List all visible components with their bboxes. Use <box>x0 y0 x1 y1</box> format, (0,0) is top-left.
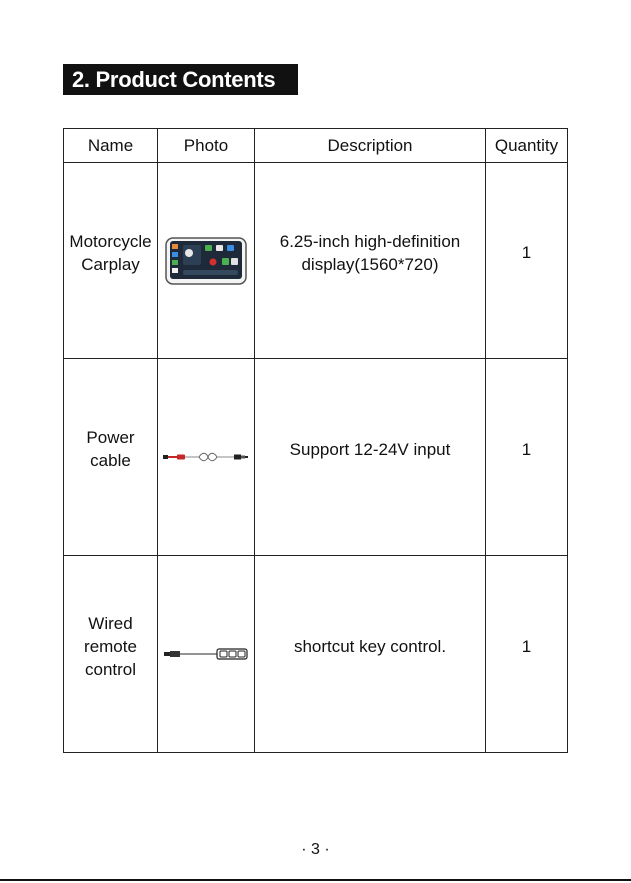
header-description: Description <box>255 129 486 163</box>
description-line: 6.25-inch high-definition <box>279 231 461 251</box>
quantity-cell <box>486 359 568 556</box>
table-row <box>64 556 568 753</box>
name-cell <box>64 556 158 753</box>
name-line: cable <box>90 451 131 470</box>
quantity-value: 1 <box>521 243 532 262</box>
name-cell <box>64 163 158 359</box>
page-number: · 3 · <box>301 841 330 858</box>
wired-remote-icon <box>163 646 249 662</box>
name-line: control <box>84 659 137 679</box>
header-name: Name <box>64 129 158 163</box>
product-contents-table <box>63 128 568 753</box>
quantity-cell <box>486 556 568 753</box>
photo-cell <box>158 359 255 556</box>
description-line: display(1560*720) <box>301 254 439 274</box>
header-photo: Photo <box>158 129 255 163</box>
table-row <box>64 163 568 359</box>
power-cable-icon <box>162 449 250 465</box>
bottom-rule <box>0 879 631 881</box>
quantity-cell <box>486 163 568 359</box>
name-line: Wired <box>88 613 133 633</box>
table-header-row <box>64 129 568 163</box>
quantity-value: 1 <box>521 636 532 656</box>
section-title: 2. Product Contents <box>63 64 298 95</box>
name-cell <box>64 359 158 556</box>
header-quantity: Quantity <box>486 129 568 163</box>
name-line: Power <box>86 428 135 447</box>
description-line: shortcut key control. <box>293 636 447 656</box>
photo-cell <box>158 163 255 359</box>
table-row <box>64 359 568 556</box>
name-line: Motorcycle <box>69 231 152 251</box>
description-line: Support 12-24V input <box>289 439 451 459</box>
description-cell <box>255 556 486 753</box>
description-cell <box>255 359 486 556</box>
name-line: remote <box>84 636 137 656</box>
name-line: Carplay <box>81 254 140 274</box>
quantity-value: 1 <box>521 439 532 459</box>
photo-cell <box>158 556 255 753</box>
description-cell <box>255 163 486 359</box>
carplay-display-icon <box>165 237 247 285</box>
